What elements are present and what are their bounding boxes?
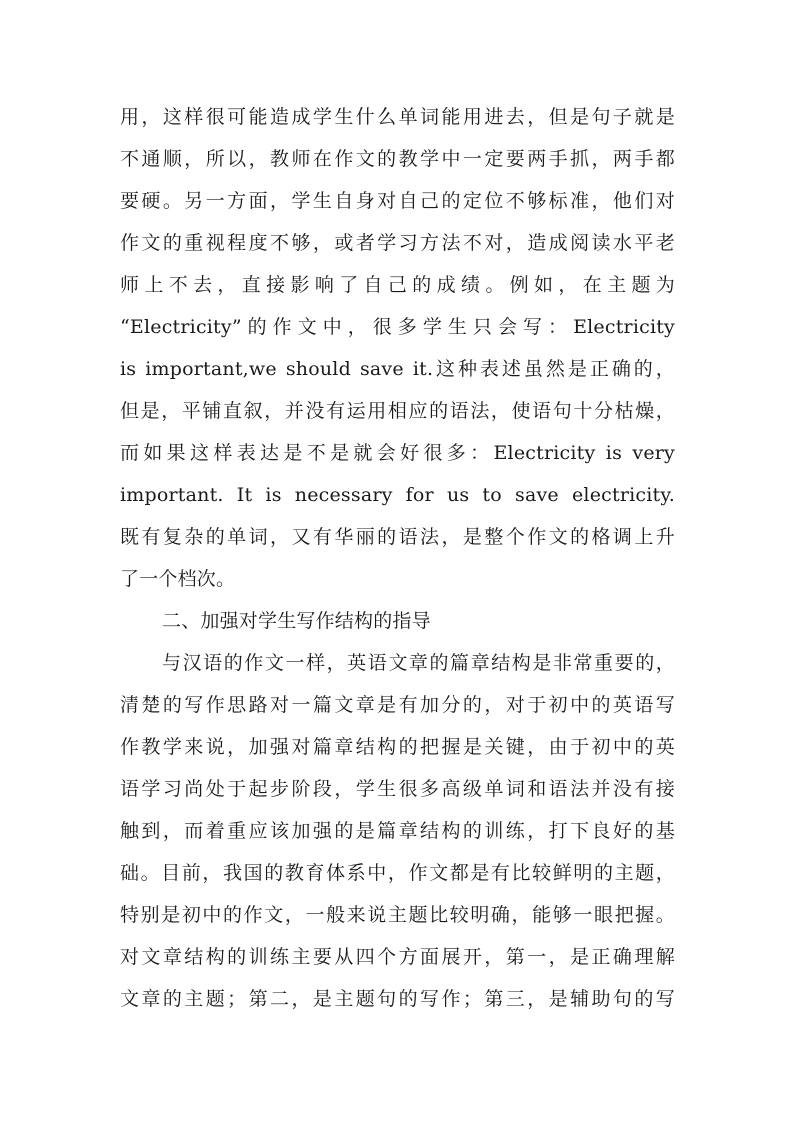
text-line: 作教学来说，加强对篇章结构的把握是关键，由于初中的英: [120, 736, 675, 758]
text-line: 语学习尚处于起步阶段，学生很多高级单词和语法并没有接: [120, 778, 675, 800]
text-line: important. It is necessary for us to save electricity.: [120, 484, 675, 506]
text-line: 不通顺，所以，教师在作文的教学中一定要两手抓，两手都: [120, 148, 675, 170]
text-line: 对文章结构的训练主要从四个方面展开，第一，是正确理解: [120, 946, 675, 968]
text-line: 础。目前，我国的教育体系中，作文都是有比较鲜明的主题，: [120, 862, 675, 884]
text-line: 而如果这样表达是不是就会好很多：Electricity is very: [120, 442, 675, 464]
text-line: “Electricity”的作文中，很多学生只会写：Electricity: [120, 316, 675, 338]
text-line: 触到，而着重应该加强的是篇章结构的训练，打下良好的基: [120, 820, 675, 842]
text-line: 了一个档次。: [120, 568, 236, 590]
text-line: 特别是初中的作文，一般来说主题比较明确，能够一眼把握。: [120, 904, 675, 926]
text-line: 作文的重视程度不够，或者学习方法不对，造成阅读水平老: [120, 232, 675, 254]
text-line: 与汉语的作文一样，英语文章的篇章结构是非常重要的，: [162, 652, 675, 674]
text-line: 师上不去，直接影响了自己的成绩。例如，在主题为: [120, 274, 675, 296]
text-line: 要硬。另一方面，学生自身对自己的定位不够标准，他们对: [120, 190, 675, 212]
text-line: 但是，平铺直叙，并没有运用相应的语法，使语句十分枯燥，: [120, 400, 675, 422]
text-line: is important,we should save it.这种表述虽然是正确的，: [120, 358, 675, 380]
text-line: 既有复杂的单词，又有华丽的语法，是整个作文的格调上升: [120, 526, 675, 548]
text-line: 用，这样很可能造成学生什么单词能用进去，但是句子就是: [120, 106, 675, 128]
section-heading: 二、加强对学生写作结构的指导: [162, 610, 431, 632]
text-line: 文章的主题；第二，是主题句的写作；第三，是辅助句的写: [120, 988, 675, 1010]
text-line: 清楚的写作思路对一篇文章是有加分的，对于初中的英语写: [120, 694, 675, 716]
